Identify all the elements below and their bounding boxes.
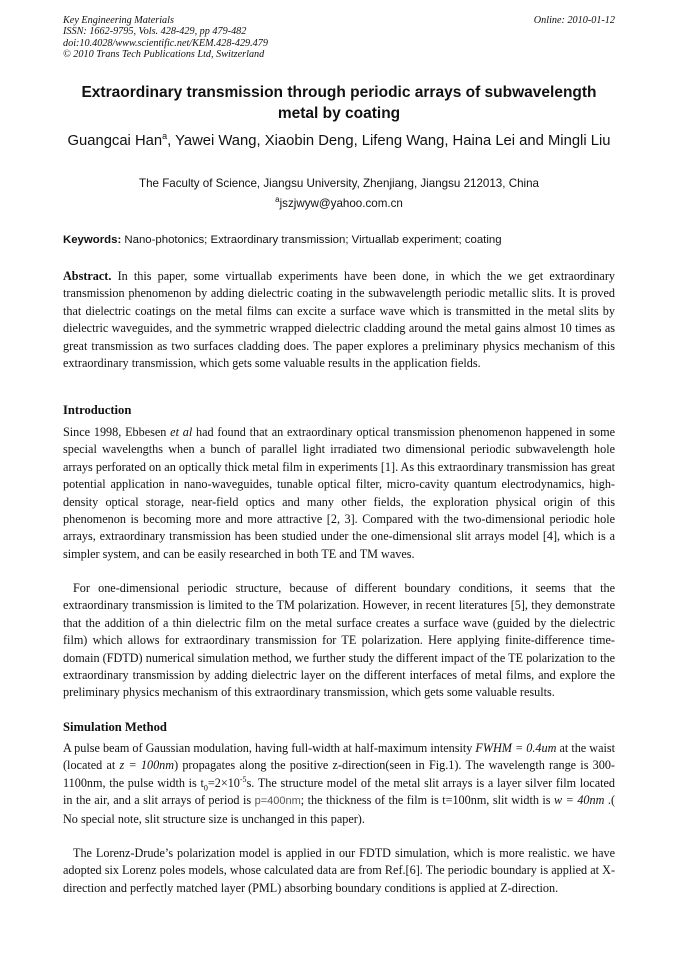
affiliation: The Faculty of Science, Jiangsu University, Zhenjiang, Jiangsu 212013, China: [139, 177, 539, 190]
author-rest: , Yawei Wang, Xiaobin Deng, Lifeng Wang, Haina Lei and Mingli Liu: [167, 133, 611, 149]
z-formula: z = 100nm: [119, 758, 175, 773]
intro-paragraph-1: [63, 424, 615, 563]
author-first: Guangcai Han: [67, 133, 163, 149]
introduction-heading: Introduction: [63, 403, 132, 417]
abstract-text: In this paper, some virtuallab experiments have been done, in which the we get extraordinary transmission phenomenon by adding dielectric coating in the subwavelength periodic metallic slits. It is proved that dielectric coatings on the metal films can excite a surface wave which is transmitted in the metal slits by dielectric waveguides, and the symmetric wrapped dielectric cladding around the metal gains almost 10 times as great transmission as two surfaces cladding does. The paper explores a preliminary physics mechanism of this extraordinary transmission, which gets some valuable results in the application fields.: [63, 269, 615, 371]
keywords-label: Keywords:: [63, 234, 122, 246]
t0-subscript: 0: [203, 783, 208, 793]
sim-p1-text-f: ; the thickness of the film is t=100nm, slit width is: [300, 793, 555, 808]
copyright-line: © 2010 Trans Tech Publications Ltd, Switzerland: [63, 48, 265, 60]
author-list: [60, 131, 618, 151]
paper-title: Extraordinary transmission through periodic arrays of subwavelength metal by coating: [81, 84, 597, 122]
simulation-paragraph-1: [63, 740, 615, 828]
fwhm-formula: FWHM = 0.4um: [475, 741, 557, 755]
keywords-text: Nano-photonics; Extraordinary transmission; Virtuallab experiment; coating: [121, 234, 502, 246]
sim-p1-text-b: at the waist (located at: [63, 741, 616, 773]
author-affil-mark: a: [162, 131, 168, 141]
exponent: -5: [239, 774, 247, 784]
period-value: p=400nm: [254, 795, 301, 808]
intro-paragraph-2: For one-dimensional periodic structure, because of different boundary conditions, it seems that the extraordinary transmission is limited to the TM polarization. However, in recent literatures [5], they demonstrate that the addition of a thin dielectric film on the metal surface creates a surface wave (guided by the dielectric film) which allows for extraordinary transmission for TE polarization. Here applying finite-difference time-domain (FDTD) numerical simulation method, we further study the different impact of the TE polarization to the extraordinary transmission by adding dielectric layer on the different interfaces of metal films, and explore the preliminary physics mechanism of this extraordinary transmission, which gets some valuable results.: [63, 581, 615, 700]
online-date: Online: 2010-01-12: [533, 15, 615, 26]
email-address: jszjwyw@yahoo.com.cn: [279, 197, 403, 210]
intro-p1-text-b: had found that an extraordinary optical transmission phenomenon happened in some special wavelengths when a bunch of parallel light irradiated two dimensional periodic subwavelength hole arrays perforated on an optically thick metal film in experiments [1]. As this extraordinary transmission has great potential application in nano-waveguides, tunable optical filter, micro-cavity quantum electrodynamics, high-density optical storage, near-field optics and many other fields, the exploration physical origin of this phenomenon is becoming more and more attractive [2, 3]. Compared with the two-dimensional periodic hole arrays, extraordinary transmission has been studied under the one-dimensional slit arrays model [4], which is a simpler system, and can be easily researched in both TE and TM waves.: [63, 425, 615, 561]
abstract: [63, 268, 615, 372]
sim-p1-text-g: .( No special note, slit structure size is unchanged in this paper).: [63, 793, 615, 826]
journal-name: Key Engineering Materials: [63, 15, 174, 26]
sim-p1-text-a: A pulse beam of Gaussian modulation, having full-width at half-maximum intensity: [63, 741, 476, 755]
intro-p1-etal: et al: [170, 425, 193, 439]
simulation-heading: Simulation Method: [63, 720, 167, 734]
keywords: [63, 233, 615, 248]
journal-header: [63, 15, 615, 60]
sim-p1-text-c: ) propagates along the positive z-direction(seen in Fig.1). The wavelength range is 300-1100nm, the pulse width is t: [63, 758, 615, 790]
sim-p1-text-d: =2×10: [207, 775, 240, 790]
doi-line: doi:10.4028/www.scientific.net/KEM.428-429.479: [63, 37, 268, 49]
intro-p1-text-a: Since 1998, Ebbesen: [63, 425, 171, 439]
issn-line: ISSN: 1662-9795, Vols. 428-429, pp 479-482: [63, 26, 247, 38]
w-formula: w = 40nm: [554, 793, 605, 808]
sim-p1-text-e: s. The structure model of the metal slit arrays is a layer silver film located in the air, and a slit arrays of period is: [63, 775, 616, 808]
email-line: [60, 196, 618, 211]
simulation-paragraph-2: The Lorenz-Drude’s polarization model is applied in our FDTD simulation, which is more realistic. we have adopted six Lorenz poles models, whose calculated data are from Ref.[6]. The periodic boundary is applied at X-direction and perfectly matched layer (PML) absorbing boundary conditions is applied at Z-direction.: [63, 846, 615, 895]
email-mark: a: [275, 195, 280, 204]
abstract-label: Abstract.: [63, 269, 112, 283]
